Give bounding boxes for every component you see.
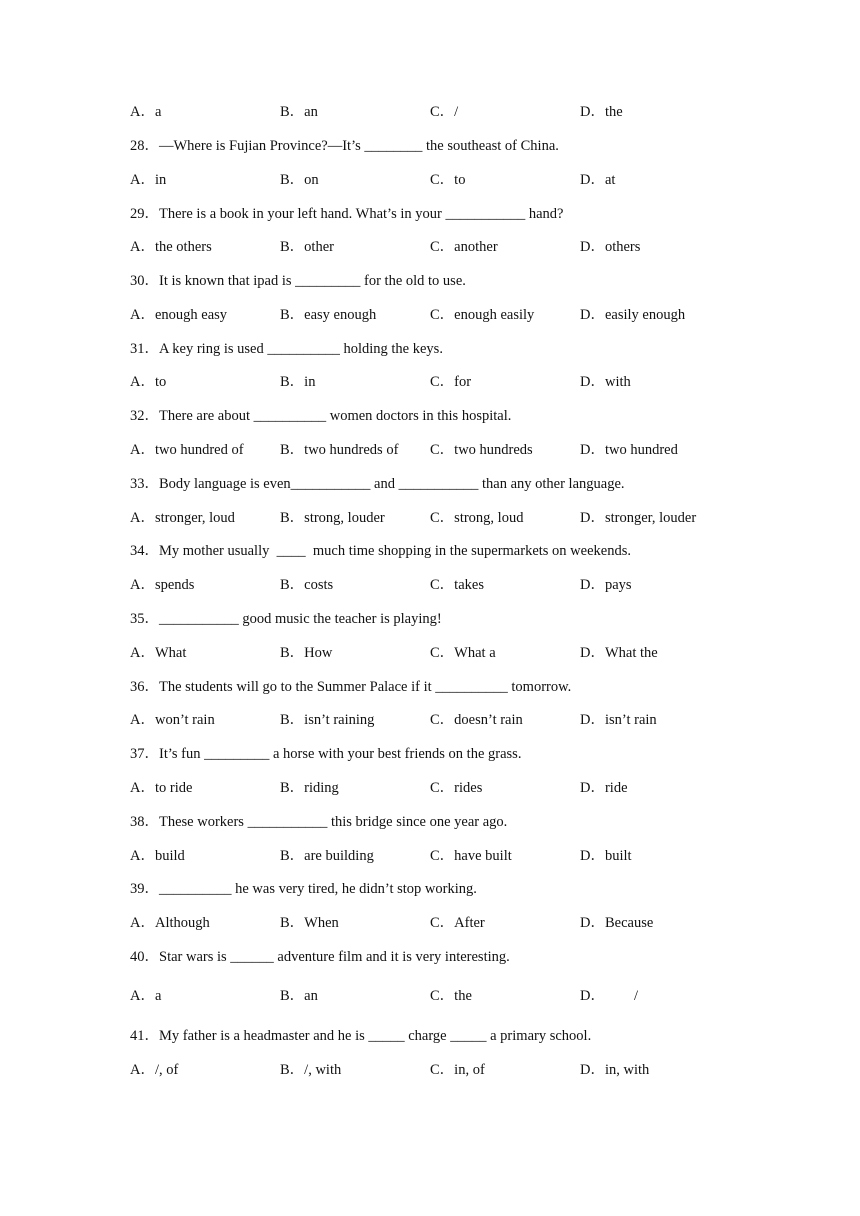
- answer-options: [130, 440, 830, 460]
- answer-options: [130, 1060, 830, 1080]
- answer-option-c: C．another: [430, 239, 498, 255]
- answer-option-c: C．/: [430, 104, 459, 120]
- answer-option-d: D．others: [580, 239, 641, 255]
- answer-option-c: C．the: [430, 988, 472, 1004]
- question-text: 37．It’s fun _________ a horse with your best friends on the grass.: [130, 746, 522, 762]
- answer-options: [130, 102, 830, 122]
- answer-option-c: C．for: [430, 374, 472, 390]
- question-text: 32．There are about __________ women doctors in this hospital.: [130, 408, 512, 424]
- question-text: 29．There is a book in your left hand. What’s in your ___________ hand?: [130, 206, 564, 222]
- answer-options: [130, 643, 830, 663]
- question-text: 33．Body language is even___________ and ___________ than any other language.: [130, 476, 625, 492]
- answer-option-c: C．doesn’t rain: [430, 712, 523, 728]
- answer-option-b: B．costs: [280, 577, 334, 593]
- answer-option-c: C．two hundreds: [430, 442, 533, 458]
- answer-option-a: A．in: [130, 172, 167, 188]
- answer-option-d: D．in, with: [580, 1062, 650, 1078]
- answer-option-b: B．are building: [280, 848, 374, 864]
- question-text: 30．It is known that ipad is _________ for the old to use.: [130, 273, 466, 289]
- answer-options: [130, 575, 830, 595]
- answer-option-d: D．built: [580, 848, 632, 864]
- question-text: 41．My father is a headmaster and he is _____ charge _____ a primary school.: [130, 1028, 592, 1044]
- answer-option-a: A．/, of: [130, 1062, 179, 1078]
- answer-option-d: D．the: [580, 104, 623, 120]
- answer-options: [130, 846, 830, 866]
- answer-option-a: A．a: [130, 104, 162, 120]
- question-text: 36．The students will go to the Summer Palace if it __________ tomorrow.: [130, 679, 572, 695]
- answer-option-d: D．two hundred: [580, 442, 678, 458]
- answer-option-a: A．build: [130, 848, 185, 864]
- question-text: 31．A key ring is used __________ holding the keys.: [130, 341, 443, 357]
- answer-option-c: C．enough easily: [430, 307, 535, 323]
- answer-option-d: D．easily enough: [580, 307, 686, 323]
- answer-option-b: B．two hundreds of: [280, 442, 399, 458]
- answer-option-b: B．in: [280, 374, 316, 390]
- answer-option-d: D．pays: [580, 577, 632, 593]
- answer-options: [130, 913, 830, 933]
- answer-option-a: A．to: [130, 374, 167, 390]
- question-text: 40．Star wars is ______ adventure film and it is very interesting.: [130, 949, 510, 965]
- answer-option-b: B．an: [280, 988, 318, 1004]
- answer-option-d: D．ride: [580, 780, 628, 796]
- answer-option-a: A．the others: [130, 239, 212, 255]
- answer-option-c: C．takes: [430, 577, 484, 593]
- answer-option-d: D．with: [580, 374, 631, 390]
- answer-option-a: A．stronger, loud: [130, 510, 235, 526]
- answer-option-a: A．Although: [130, 915, 210, 931]
- answer-option-a: A．enough easy: [130, 307, 228, 323]
- answer-option-b: B．How: [280, 645, 333, 661]
- answer-option-d: D．What the: [580, 645, 658, 661]
- answer-option-a: A．spends: [130, 577, 195, 593]
- answer-option-d: D．at: [580, 172, 616, 188]
- answer-options: [130, 986, 830, 1006]
- answer-option-d: D． /: [580, 988, 638, 1004]
- answer-option-a: A．a: [130, 988, 162, 1004]
- answer-option-b: B．riding: [280, 780, 339, 796]
- answer-option-c: C．What a: [430, 645, 496, 661]
- answer-option-c: C．rides: [430, 780, 483, 796]
- answer-options: [130, 305, 830, 325]
- answer-option-d: D．isn’t rain: [580, 712, 657, 728]
- answer-option-c: C．in, of: [430, 1062, 485, 1078]
- answer-option-a: A．two hundred of: [130, 442, 244, 458]
- answer-option-b: B．isn’t raining: [280, 712, 375, 728]
- answer-options: [130, 508, 830, 528]
- answer-option-d: D．Because: [580, 915, 654, 931]
- question-text: 39．__________ he was very tired, he didn’t stop working.: [130, 881, 477, 897]
- answer-option-b: B．on: [280, 172, 319, 188]
- question-text: 34．My mother usually ____ much time shopping in the supermarkets on weekends.: [130, 543, 631, 559]
- answer-option-c: C．strong, loud: [430, 510, 524, 526]
- answer-option-d: D．stronger, louder: [580, 510, 697, 526]
- question-text: 38．These workers ___________ this bridge since one year ago.: [130, 814, 508, 830]
- answer-option-b: B．an: [280, 104, 318, 120]
- question-text: 35．___________ good music the teacher is playing!: [130, 611, 442, 627]
- answer-options: [130, 778, 830, 798]
- answer-option-a: A．won’t rain: [130, 712, 215, 728]
- answer-option-a: A．to ride: [130, 780, 193, 796]
- question-text: 28．—Where is Fujian Province?—It’s ________ the southeast of China.: [130, 138, 559, 154]
- answer-option-b: B．easy enough: [280, 307, 377, 323]
- answer-option-c: C．After: [430, 915, 485, 931]
- answer-option-b: B．When: [280, 915, 339, 931]
- answer-option-b: B．strong, louder: [280, 510, 385, 526]
- answer-option-c: C．have built: [430, 848, 512, 864]
- answer-option-b: B．other: [280, 239, 334, 255]
- answer-options: [130, 237, 830, 257]
- answer-options: [130, 170, 830, 190]
- answer-option-b: B．/, with: [280, 1062, 342, 1078]
- answer-options: [130, 372, 830, 392]
- answer-option-a: A．What: [130, 645, 187, 661]
- answer-option-c: C．to: [430, 172, 466, 188]
- answer-options: [130, 710, 830, 730]
